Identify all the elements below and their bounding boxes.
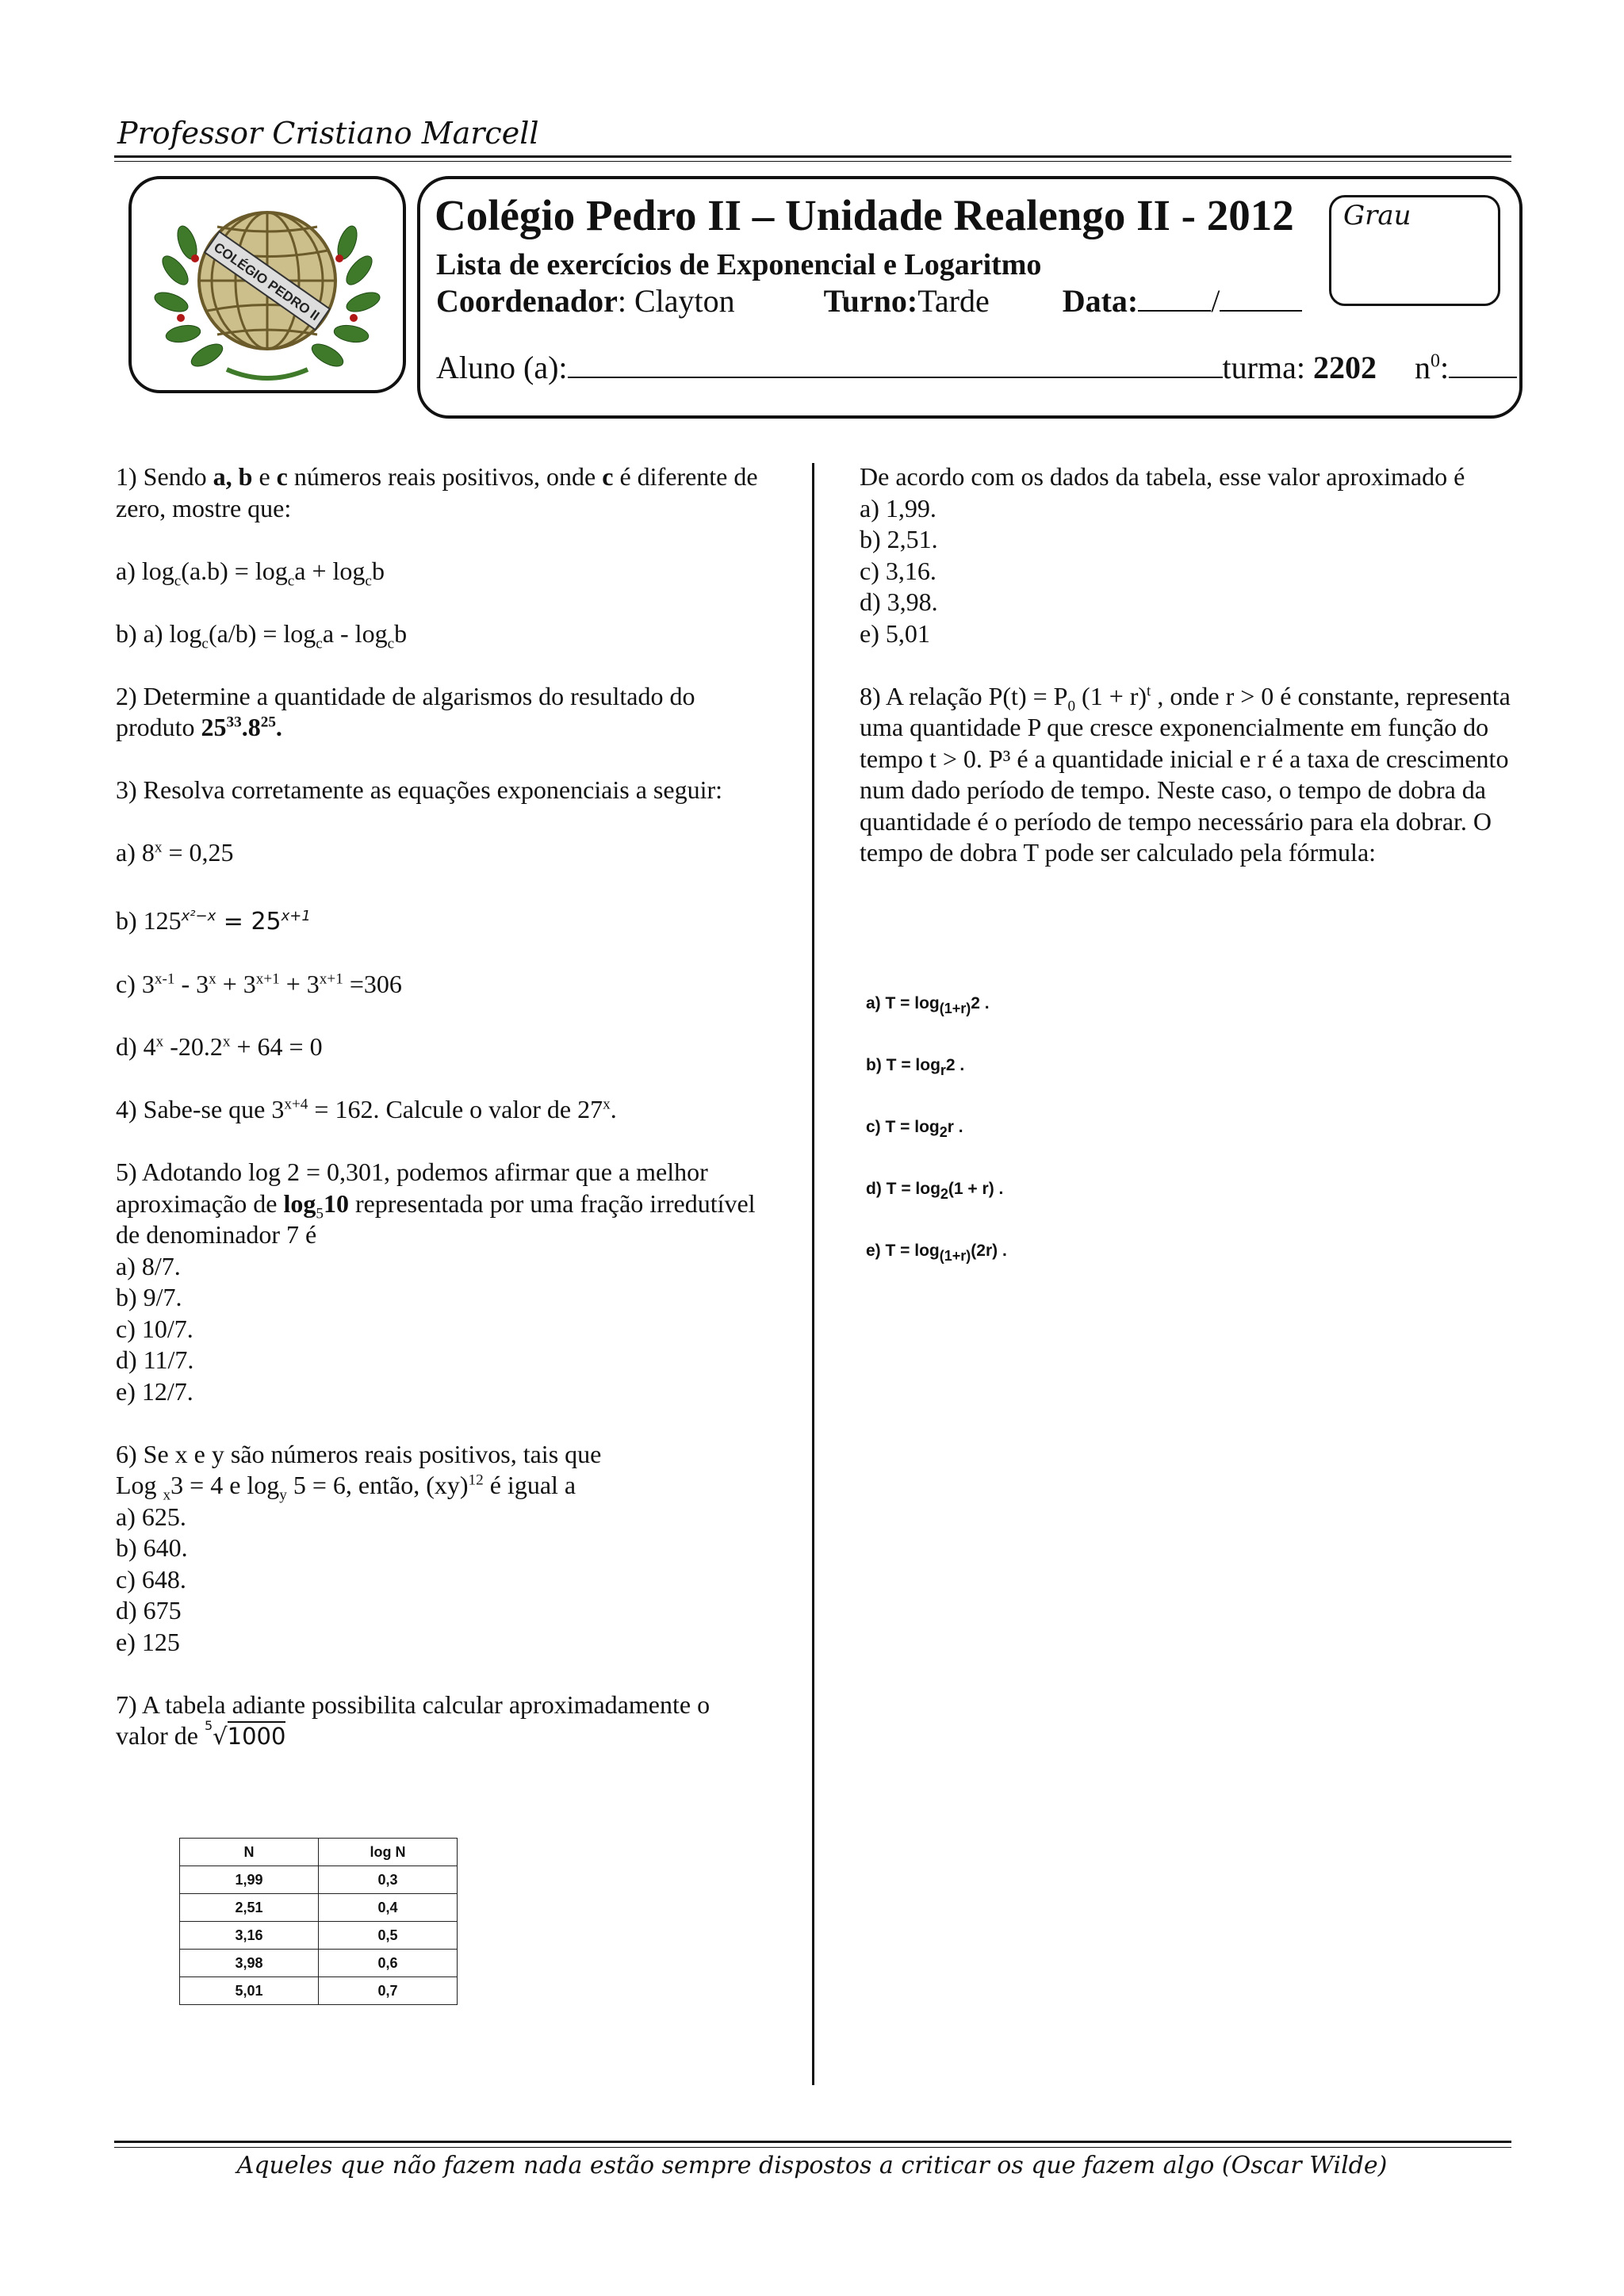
- q7-option: d) 3,98.: [860, 587, 938, 616]
- table-row: [180, 1922, 458, 1950]
- q1b-sub3: c: [387, 634, 395, 652]
- q2-exp1: 33: [226, 714, 242, 731]
- q5-post: representada por uma fração irredutível de denominador 7 é: [116, 1188, 756, 1249]
- turma-value: 2202: [1312, 350, 1377, 385]
- logo-frame: [128, 176, 406, 393]
- question-7: [116, 1689, 766, 1753]
- info-row: Coordenador: Clayton Turno:Tarde Data: /: [436, 282, 1302, 320]
- table-row: [180, 1894, 458, 1922]
- aluno-blank[interactable]: [568, 353, 1223, 378]
- question-6: 6) Se x e y são números reais positivos, tais que: [116, 1439, 602, 1468]
- q5-option: e) 12/7.: [116, 1376, 193, 1406]
- header-divider: [114, 155, 1511, 158]
- q5-option: a) 8/7.: [116, 1251, 181, 1280]
- column-divider: [812, 463, 814, 2085]
- formula-label: c) T = log: [866, 1118, 940, 1136]
- header-divider-thin: [114, 161, 1511, 162]
- formula-label: e) T = log: [866, 1242, 940, 1260]
- table-cell: 3,98: [180, 1950, 319, 1977]
- q1a-sub2: c: [287, 572, 295, 589]
- formula-arg: (2r) .: [971, 1242, 1007, 1260]
- formula-base: (1+r): [939, 1248, 971, 1264]
- q4-mid: = 162. Calcule o valor de 27: [308, 1095, 603, 1123]
- right-column: [860, 461, 1518, 869]
- q1b-sub2: c: [316, 634, 323, 652]
- question-1: [116, 461, 766, 524]
- q6-option: e) 125: [116, 1627, 180, 1656]
- q3b-pre: b) 125: [116, 905, 182, 935]
- q1-text-2: e: [252, 462, 277, 491]
- q3a-pre: a) 8: [116, 838, 155, 867]
- q1b-1: b) a) log: [116, 618, 202, 648]
- q1a-4: b: [371, 556, 385, 585]
- q1a-sub1: c: [174, 572, 182, 589]
- q1b-sub1: c: [201, 634, 209, 652]
- q1b-2: (a/b) = log: [208, 618, 316, 648]
- q1b-3: a - log: [322, 618, 388, 648]
- school-logo: [132, 179, 403, 390]
- q1-text-4: é diferente de zero, mostre que:: [116, 462, 758, 522]
- q8-sub: 0: [1067, 697, 1076, 714]
- q6-sub-x: x: [163, 1487, 171, 1504]
- q3a-exp: x: [154, 839, 163, 856]
- table-row: [180, 1866, 458, 1894]
- table-header: log N: [319, 1839, 458, 1866]
- question-3d: [116, 1031, 766, 1063]
- q1-bold-c: c: [276, 462, 288, 491]
- question-3a: [116, 837, 766, 869]
- table-cell: 0,5: [319, 1922, 458, 1950]
- q3d-pre: d) 4: [116, 1032, 156, 1061]
- question-1b: [116, 618, 766, 650]
- question-6-line2: [116, 1470, 766, 1502]
- formula-arg: 2 .: [945, 1056, 965, 1074]
- q7-text: 7) A tabela adiante possibilita calcular aproximadamente o valor de: [116, 1689, 710, 1750]
- table-cell: 1,99: [180, 1866, 319, 1894]
- q6-sub-y: y: [279, 1487, 287, 1504]
- q4-e1: x+4: [284, 1096, 308, 1113]
- aluno-label: Aluno (a):: [436, 350, 568, 385]
- q3c-m2: + 3: [216, 970, 256, 998]
- q6-option: c) 648.: [116, 1564, 186, 1594]
- q8-sup: t: [1147, 682, 1151, 699]
- q6-c: 5 = 6, então, (xy): [286, 1471, 469, 1499]
- q7-option: c) 3,16.: [860, 556, 936, 585]
- q2-base1: 25: [201, 713, 227, 741]
- q8-post: , onde r > 0 é constante, representa uma quantidade P que cresce exponencialmente em função do tempo t > 0. P³ é a quantidade inicial e r é a taxa de crescimento num dado período de tempo. Neste caso, o tempo de dobra da quantidade é o período de tempo necessário para ela dobrar. O tempo de dobra T pode ser calculado pela fórmula:: [860, 681, 1511, 867]
- question-4: [116, 1094, 766, 1126]
- q4-pre: 4) Sabe-se que 3: [116, 1095, 285, 1123]
- q5-option: b) 9/7.: [116, 1283, 182, 1311]
- formula-arg: (1 + r) .: [948, 1180, 1004, 1198]
- root-value: 1000: [227, 1723, 286, 1750]
- footer-divider-thin: [114, 2147, 1511, 2148]
- table-row: [180, 1950, 458, 1977]
- q6-a: Log: [116, 1471, 163, 1499]
- table-cell: 0,4: [319, 1894, 458, 1922]
- data-month-blank[interactable]: [1220, 286, 1302, 312]
- q6-option: d) 675: [116, 1596, 182, 1624]
- q3b-exp2: x+1: [281, 907, 311, 924]
- question-3: 3) Resolva corretamente as equações exponenciais a seguir:: [116, 775, 723, 804]
- table-row: [180, 1977, 458, 2005]
- q6-sup: 12: [468, 1471, 484, 1489]
- question-5: [116, 1157, 766, 1251]
- coordinator-value: : Clayton: [617, 283, 735, 319]
- q5-option: d) 11/7.: [116, 1345, 194, 1374]
- q5-option: c) 10/7.: [116, 1314, 193, 1343]
- page-title: Colégio Pedro II – Unidade Realengo II - 2012: [435, 191, 1294, 239]
- turno-label: Turno:: [823, 283, 918, 319]
- q3b-mid: = 25: [216, 907, 282, 936]
- question-1a: [116, 556, 766, 587]
- formula-label: d) T = log: [866, 1180, 940, 1198]
- q3d-e2: x: [222, 1033, 231, 1050]
- table-cell: 0,3: [319, 1866, 458, 1894]
- q2-text: 2) Determine a quantidade de algarismos do resultado do produto: [116, 681, 695, 741]
- q3c-m1: - 3: [174, 970, 209, 998]
- turno-value: Tarde: [917, 283, 990, 319]
- q5-sub: 5: [316, 1204, 324, 1222]
- formula-option: [866, 994, 990, 1016]
- q1a-sub3: c: [365, 572, 372, 589]
- turma-label: turma:: [1222, 350, 1313, 385]
- log-table-wrap: [179, 1838, 458, 2005]
- footer-quote: Aqueles que não fazem nada estão sempre dispostos a criticar os que fazem algo (Oscar Wilde): [236, 2152, 1388, 2179]
- q8-pre: 8) A relação P(t) = P: [860, 681, 1068, 710]
- table-cell: 5,01: [180, 1977, 319, 2005]
- formula-option: [866, 1242, 1007, 1264]
- left-column: [116, 461, 766, 1753]
- q6-b: 3 = 4 e log: [170, 1471, 280, 1499]
- q5-ten: 10: [323, 1188, 349, 1218]
- professor-name: Professor Cristiano Marcell: [117, 116, 539, 151]
- q1a-2: (a.b) = log: [181, 556, 288, 585]
- formula-base: 2: [939, 1124, 948, 1140]
- q7-option: a) 1,99.: [860, 493, 936, 522]
- q5-log: log: [283, 1188, 316, 1218]
- q1-bold-ab: a, b: [213, 462, 253, 491]
- q3d-post: + 64 = 0: [230, 1032, 323, 1061]
- q1-text-1: 1) Sendo: [116, 462, 213, 491]
- formula-base: 2: [940, 1186, 948, 1202]
- q1b-4: b: [394, 618, 408, 648]
- grade-label: Grau: [1343, 200, 1411, 232]
- q3c-e3: x+1: [255, 970, 280, 988]
- formula-option: [866, 1118, 963, 1140]
- formula-option: [866, 1180, 1004, 1202]
- question-3b: [116, 905, 766, 938]
- table-header-row: [180, 1839, 458, 1866]
- q1a-1: a) log: [116, 556, 174, 585]
- page-subtitle: Lista de exercícios de Exponencial e Logaritmo: [436, 248, 1042, 281]
- formula-base: (1+r): [939, 1001, 971, 1016]
- nth-root: $^5$√1000: [204, 1718, 286, 1750]
- q6-option: b) 640.: [116, 1533, 188, 1562]
- q3c-m3: + 3: [279, 970, 320, 998]
- numero-label: n: [1414, 350, 1431, 385]
- q3b-exp: x²−x: [181, 907, 216, 924]
- q2-exp2: 25: [260, 714, 276, 731]
- data-label: Data:: [1062, 283, 1139, 319]
- q3d-mid: -20.2: [163, 1032, 223, 1061]
- logo-text: COLÉGIO PEDRO II: [211, 239, 323, 324]
- table-cell: 2,51: [180, 1894, 319, 1922]
- q3c-e2: x: [209, 970, 216, 988]
- q4-e2: x: [603, 1096, 611, 1113]
- q1-text-3: números reais positivos, onde: [287, 462, 603, 491]
- q3c-e4: x+1: [319, 970, 343, 988]
- q7-option: e) 5,01: [860, 618, 930, 648]
- question-3c: [116, 969, 766, 1001]
- formula-option: [866, 1056, 965, 1078]
- q7-option: b) 2,51.: [860, 525, 938, 553]
- formula-label: b) T = log: [866, 1056, 940, 1074]
- q5-pre: 5) Adotando log 2 = 0,301, podemos afirmar que a melhor aproximação de: [116, 1158, 708, 1218]
- formula-arg: 2 .: [971, 994, 990, 1012]
- q1a-3: a + log: [294, 556, 366, 585]
- table-header: N: [180, 1839, 319, 1866]
- log-table: [179, 1838, 458, 2005]
- q3c-post: =306: [343, 970, 402, 998]
- q3d-e1: x: [155, 1033, 164, 1050]
- table-cell: 3,16: [180, 1922, 319, 1950]
- q1-bold-c2: c: [602, 462, 614, 491]
- root-index: 5: [204, 1718, 213, 1733]
- q6-d: é igual a: [483, 1471, 576, 1499]
- table-cell: 0,6: [319, 1950, 458, 1977]
- formula-base: r: [940, 1062, 946, 1078]
- q3c-e1: x-1: [154, 970, 175, 988]
- q3c-pre: c) 3: [116, 970, 155, 998]
- q3a-post: = 0,25: [162, 838, 234, 867]
- student-row: Aluno (a): turma: 2202 $n^0$:: [436, 349, 1517, 386]
- numero-blank[interactable]: [1449, 353, 1517, 378]
- data-day-blank[interactable]: [1138, 286, 1211, 312]
- coordinator-label: Coordenador: [436, 283, 618, 319]
- formula-arg: r .: [947, 1118, 963, 1136]
- q6-option: a) 625.: [116, 1502, 186, 1531]
- numero-sup: 0: [1430, 350, 1440, 372]
- question-8: [860, 681, 1518, 869]
- q4-post: .: [610, 1095, 617, 1123]
- formula-label: a) T = log: [866, 994, 940, 1012]
- footer-divider: [114, 2141, 1511, 2143]
- q2-end: .: [275, 713, 282, 741]
- q8-mid: (1 + r): [1075, 681, 1147, 710]
- table-cell: 0,7: [319, 1977, 458, 2005]
- question-2: [116, 681, 766, 744]
- question-7-cont: De acordo com os dados da tabela, esse valor aproximado é: [860, 462, 1465, 491]
- q2-base2: .8: [241, 713, 261, 741]
